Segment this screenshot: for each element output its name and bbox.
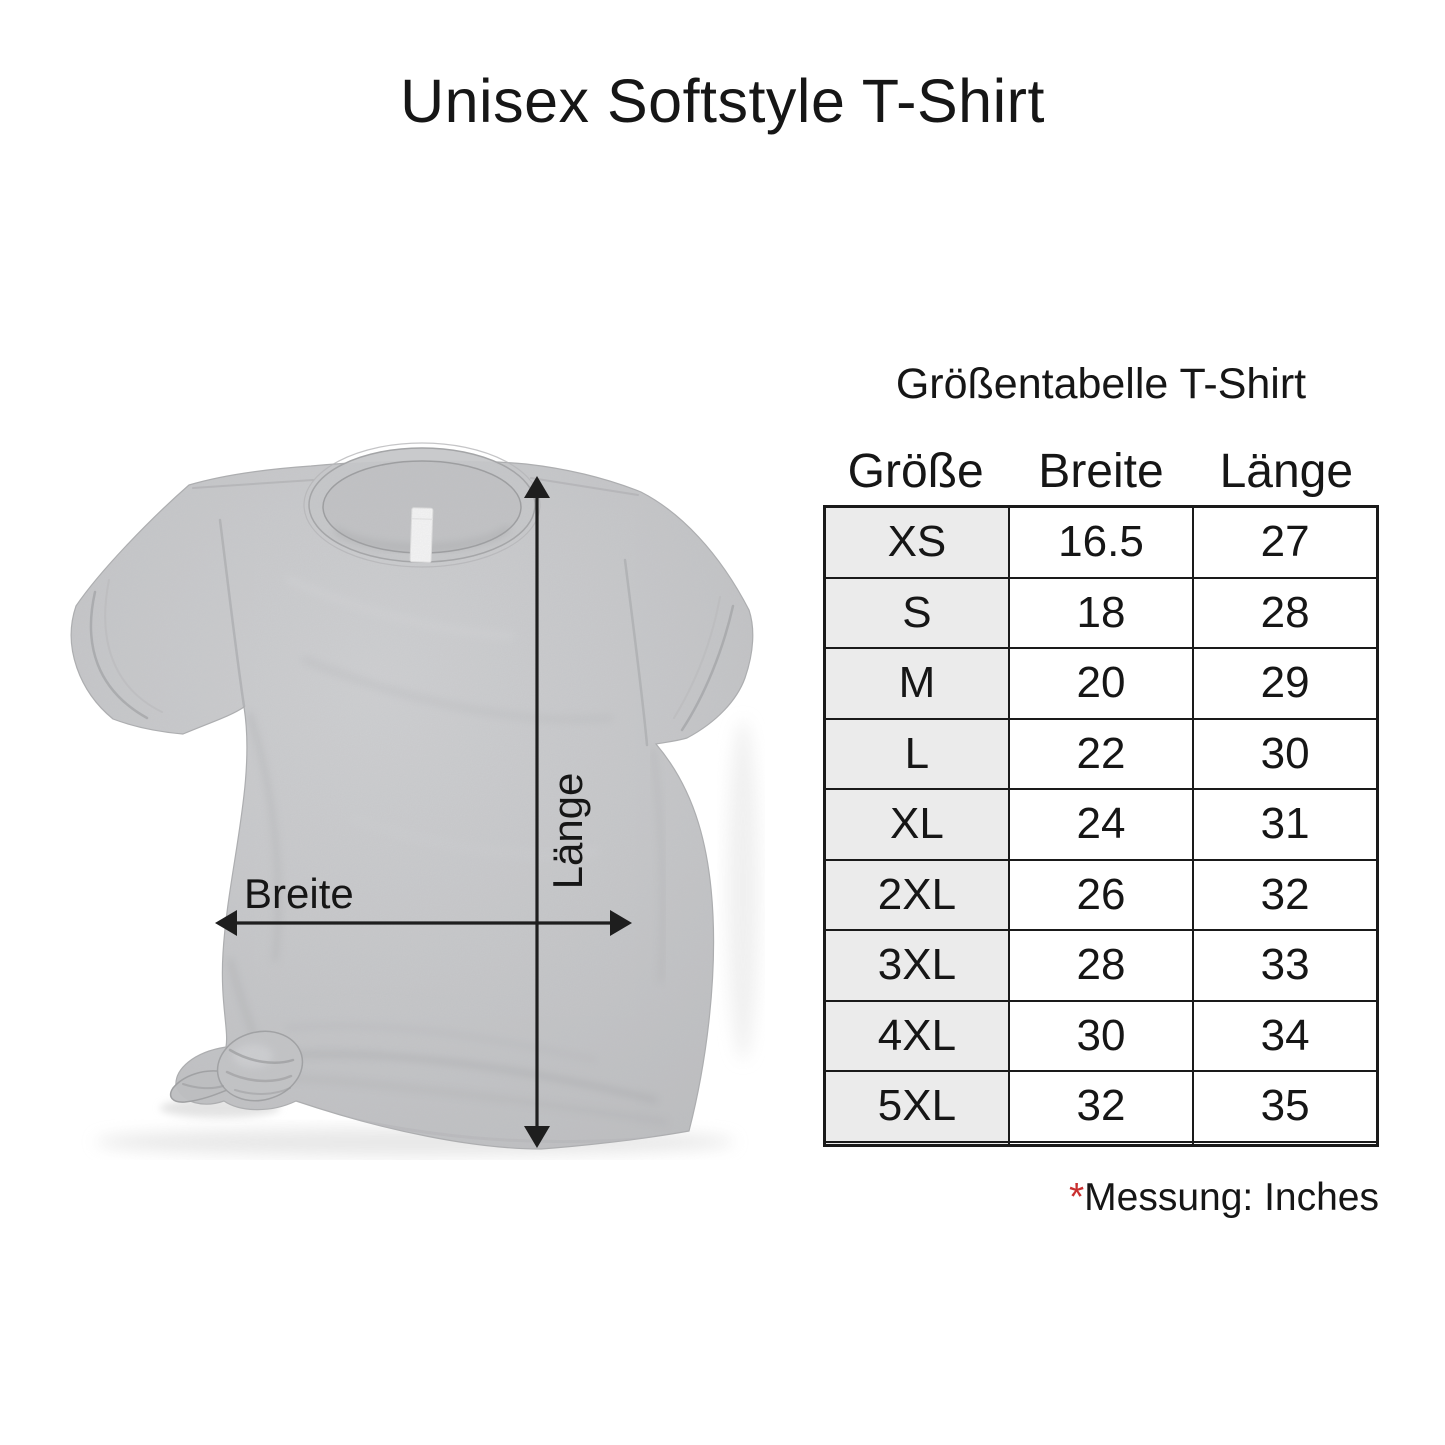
breite-cell: 24 <box>1009 789 1193 859</box>
side-shadow <box>727 720 759 1060</box>
laenge-cell <box>1193 1142 1377 1146</box>
size-chart-column-headers <box>823 444 1379 499</box>
laenge-cell: 31 <box>1193 789 1377 859</box>
breite-cell: 32 <box>1009 1071 1193 1141</box>
size-table <box>823 505 1379 1147</box>
size-cell: XS <box>825 507 1009 578</box>
table-row <box>825 930 1378 1000</box>
size-cell: M <box>825 648 1009 718</box>
laenge-cell: 27 <box>1193 507 1377 578</box>
laenge-cell: 30 <box>1193 719 1377 789</box>
laenge-cell: 33 <box>1193 930 1377 1000</box>
table-row <box>825 1142 1378 1146</box>
laenge-cell: 32 <box>1193 860 1377 930</box>
laenge-cell: 29 <box>1193 648 1377 718</box>
unit-footnote <box>823 1176 1379 1220</box>
size-cell: 5XL <box>825 1071 1009 1141</box>
table-row <box>825 507 1378 578</box>
laenge-cell: 28 <box>1193 578 1377 648</box>
table-row <box>825 578 1378 648</box>
table-row <box>825 719 1378 789</box>
page-title: Unisex Softstyle T-Shirt <box>400 67 1045 135</box>
breite-cell: 16.5 <box>1009 507 1193 578</box>
table-row <box>825 1001 1378 1071</box>
breite-cell <box>1009 1142 1193 1146</box>
size-cell: XL <box>825 789 1009 859</box>
column-header-laenge: Länge <box>1219 445 1354 498</box>
width-label: Breite <box>244 870 354 917</box>
laenge-cell: 34 <box>1193 1001 1377 1071</box>
laenge-cell: 35 <box>1193 1071 1377 1141</box>
breite-cell: 26 <box>1009 860 1193 930</box>
breite-cell: 30 <box>1009 1001 1193 1071</box>
footnote-asterisk: * <box>1068 1176 1085 1219</box>
size-chart-heading: Größentabelle T-Shirt <box>895 360 1307 408</box>
breite-cell: 22 <box>1009 719 1193 789</box>
size-cell: 4XL <box>825 1001 1009 1071</box>
breite-cell: 18 <box>1009 578 1193 648</box>
column-header-groesse: Größe <box>847 445 984 498</box>
size-cell: L <box>825 719 1009 789</box>
footnote-text: Messung: Inches <box>1084 1176 1379 1219</box>
size-cell <box>825 1142 1009 1146</box>
tshirt-photo <box>55 400 765 1160</box>
breite-cell: 28 <box>1009 930 1193 1000</box>
table-row <box>825 1071 1378 1141</box>
table-row <box>825 789 1378 859</box>
tshirt-body <box>55 400 765 1160</box>
column-header-breite: Breite <box>1038 445 1164 498</box>
table-row <box>825 860 1378 930</box>
table-row <box>825 648 1378 718</box>
breite-cell: 20 <box>1009 648 1193 718</box>
size-cell: S <box>825 578 1009 648</box>
length-label: Länge <box>544 772 591 890</box>
size-cell: 3XL <box>825 930 1009 1000</box>
size-cell: 2XL <box>825 860 1009 930</box>
